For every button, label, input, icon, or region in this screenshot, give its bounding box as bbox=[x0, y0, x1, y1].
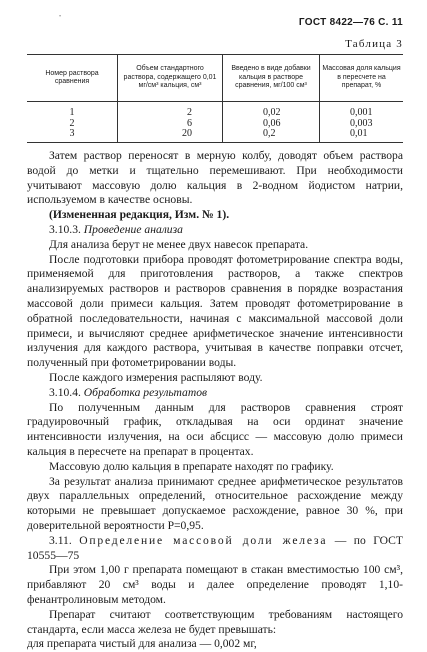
section-title: Проведение анализа bbox=[83, 222, 183, 236]
table-cell: 3 bbox=[27, 129, 118, 142]
column-header: Введено в виде добавки кальция в растворе сравнения, мг/100 см³ bbox=[223, 55, 320, 102]
table-cell: 0,2 bbox=[223, 129, 320, 142]
paragraph: При этом 1,00 г препарата помещают в стакан вместимостью 100 см³, прибавляют 20 см³ воды и далее определение проводят 1,10-фенантролиновым методом. bbox=[27, 563, 403, 606]
section-number: 3.11. bbox=[49, 533, 72, 547]
section-reference: — по ГОСТ 10555—75 bbox=[27, 533, 403, 562]
table-cell: 0,01 bbox=[320, 129, 404, 142]
table-cell: 20 bbox=[118, 129, 223, 142]
column-header: Массовая доля кальция в пересчете на препарат, % bbox=[320, 55, 404, 102]
paragraph: После каждого измерения распыляют воду. bbox=[49, 370, 263, 384]
amendment-note: (Измененная редакция, Изм. № 1). bbox=[49, 208, 230, 222]
paragraph: Затем раствор переносят в мерную колбу, доводят объем раствора водой до метки и тщательно перемешивают. При необходимости учитывают массовую долю кальция в 2-водном йодистом натрии, используемом в качестве основы. bbox=[27, 149, 403, 207]
table-cell: 6 bbox=[118, 119, 223, 130]
table-row bbox=[27, 119, 403, 130]
table-cell: 1 bbox=[27, 102, 118, 119]
section-title: Определение массовой доли железа bbox=[79, 533, 328, 547]
paragraph: После подготовки прибора проводят фотометрирование спектра воды, применяемой для приготовления растворов, а также спектров анализируемых растворов и растворов сравнения в порядке возрастания массовой доли примеси кальция. Затем проводят фотометрирование в обратной последовательности, начиная с максимальной массовой доли примеси, и вычисляют среднее арифметическое значение интенсивности излучения для каждого раствора, учитывая в качестве поправки отсчет, полученный при фотометрировании воды. bbox=[27, 252, 403, 370]
page-header: ГОСТ 8422—76 С. 11 bbox=[298, 17, 403, 28]
table-cell: 0,06 bbox=[223, 119, 320, 130]
table-caption: Таблица 3 bbox=[345, 38, 403, 50]
table-3 bbox=[27, 54, 403, 143]
section-title: Обработка результатов bbox=[83, 385, 208, 399]
paragraph: По полученным данным для растворов сравнения строят градуировочный график, откладывая на оси ординат значение интенсивности излучения, на оси абсцисс — массовую долю примеси кальция в пересчете на препарат в процентах. bbox=[27, 400, 403, 458]
table-cell: 2 bbox=[118, 102, 223, 119]
section-number: 3.10.3. bbox=[49, 222, 81, 236]
scan-mark: • bbox=[59, 14, 62, 20]
table-cell: 0,001 bbox=[350, 107, 373, 118]
paragraph: Препарат считают соответствующим требованиям настоящего стандарта, если масса железа не будет превышать: bbox=[27, 607, 403, 636]
section-heading-3-10-3 bbox=[27, 223, 403, 238]
paragraph: Массовую долю кальция в препарате находят по графику. bbox=[49, 459, 334, 473]
table-cell: 0,02 bbox=[223, 102, 320, 119]
section-heading-3-11 bbox=[27, 534, 403, 564]
table-header-row bbox=[27, 55, 403, 102]
table-cell: 0,003 bbox=[350, 117, 373, 129]
paragraph: Для анализа берут не менее двух навесок препарата. bbox=[49, 237, 309, 251]
document-body bbox=[27, 149, 403, 652]
table-cell: 2 bbox=[27, 119, 118, 130]
table-row bbox=[27, 129, 403, 142]
section-number: 3.10.4. bbox=[49, 385, 81, 399]
paragraph: для препарата чистый для анализа — 0,002 мг, bbox=[27, 637, 257, 651]
column-header: Номер раствора сравнения bbox=[27, 55, 118, 102]
column-header: Объем стандартного раствора, содержащего 0,01 мг/см³ кальция, см³ bbox=[118, 55, 223, 102]
section-heading-3-10-4 bbox=[27, 386, 403, 401]
table-row bbox=[27, 102, 403, 119]
paragraph: За результат анализа принимают среднее арифметическое результатов двух параллельных определений, относительное расхождение между которыми не превышает допускаемое расхождение, равное 30 %, при доверительной вероятности P=0,95. bbox=[27, 474, 403, 532]
